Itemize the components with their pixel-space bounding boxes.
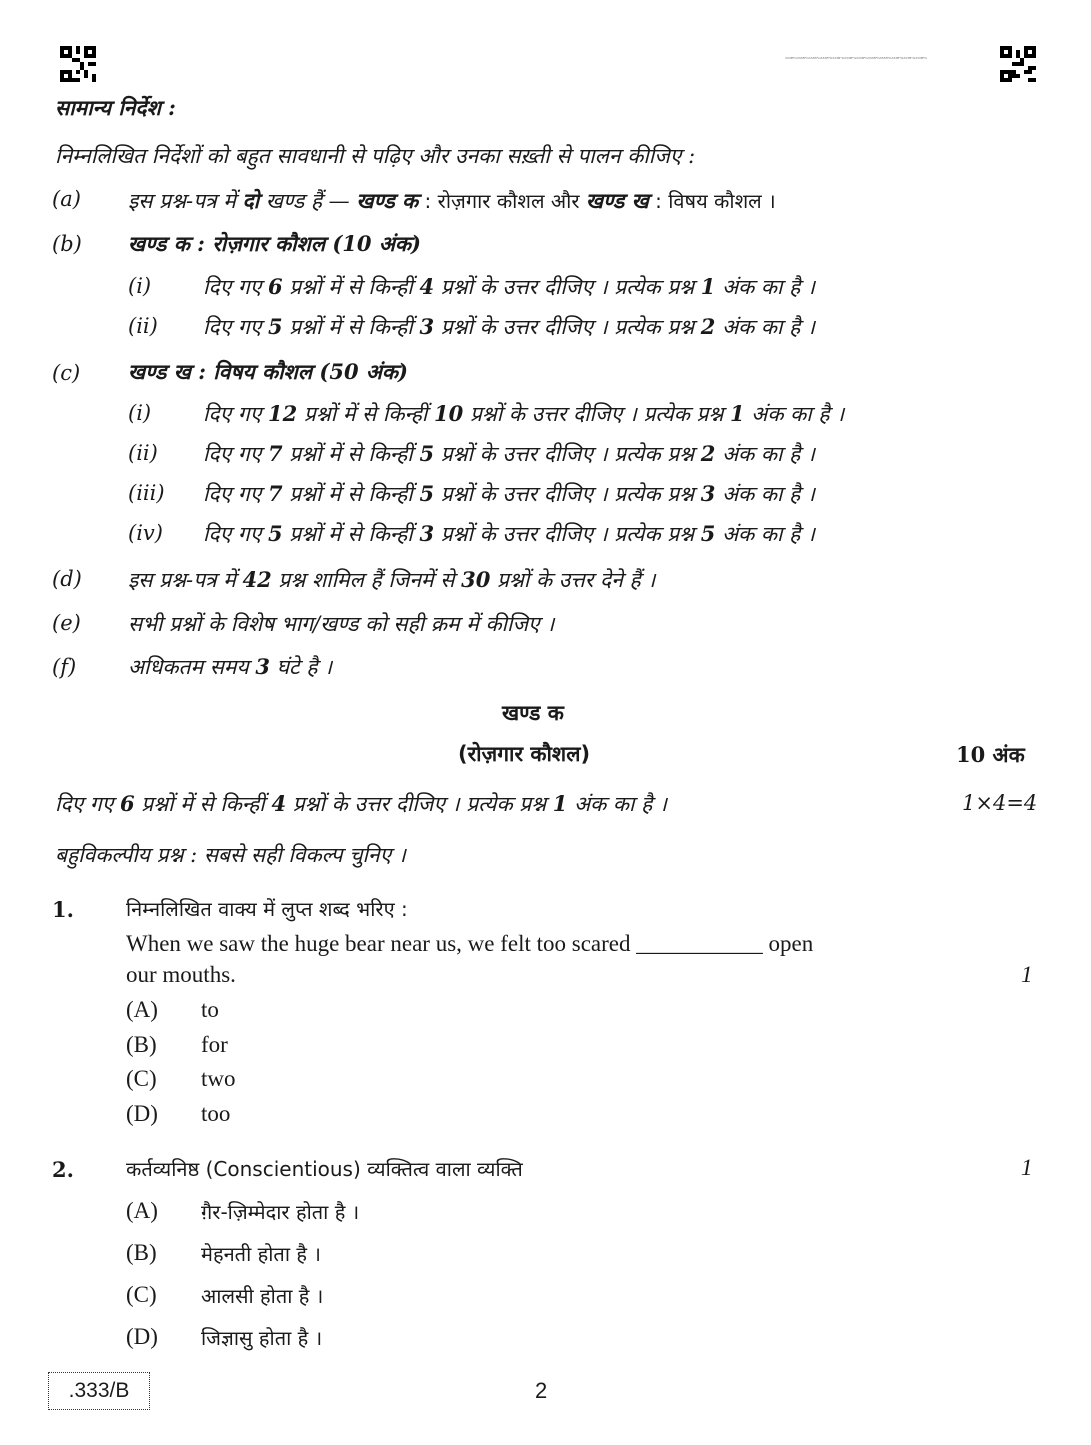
instruction-marker: (d) [52, 567, 82, 591]
section-title: खण्ड क [502, 701, 564, 725]
question-prompt: कर्तव्यनिष्ठ (Conscientious) व्यक्तित्व वाला व्यक्ति [126, 1157, 523, 1181]
instruction-a: इस प्रश्न-पत्र में दो खण्ड हैं — खण्ड क : रोज़गार कौशल और खण्ड ख : विषय कौशल । [128, 188, 776, 213]
instruction-marker: (i) [128, 274, 152, 298]
option-text[interactable]: ग़ैर-ज़िम्मेदार होता है । [201, 1200, 360, 1224]
instruction-marker: (ii) [128, 314, 158, 338]
instruction-marker: (i) [128, 401, 152, 425]
option-label: (C) [126, 1282, 157, 1307]
option-text[interactable]: for [201, 1032, 228, 1057]
instruction-b-i: दिए गए 6 प्रश्नों में से किन्हीं 4 प्रश्नों के उत्तर दीजिए । प्रत्येक प्रश्न 1 अंक का है । [203, 274, 815, 299]
question-sentence-line1: When we saw the huge bear near us, we felt too scared ___________ open [126, 931, 814, 956]
instruction-c-iii: दिए गए 7 प्रश्नों में से किन्हीं 5 प्रश्नों के उत्तर दीजिए । प्रत्येक प्रश्न 3 अंक का है । [203, 481, 815, 506]
general-instructions-title: सामान्य निर्देश : [55, 95, 176, 120]
instruction-marker: (e) [52, 611, 81, 635]
option-text[interactable]: too [201, 1101, 231, 1126]
page-number: 2 [535, 1378, 548, 1403]
section-instruction: दिए गए 6 प्रश्नों में से किन्हीं 4 प्रश्नों के उत्तर दीजिए । प्रत्येक प्रश्न 1 अंक का है । [55, 791, 667, 816]
instruction-marker: (c) [52, 361, 81, 385]
option-text[interactable]: जिज्ञासु होता है । [201, 1326, 323, 1350]
question-prompt: निम्नलिखित वाक्य में लुप्त शब्द भरिए : [126, 897, 408, 921]
section-a-heading: खण्ड क : रोज़गार कौशल (10 अंक) [128, 231, 421, 256]
instruction-marker: (iii) [128, 481, 165, 505]
instruction-c-ii: दिए गए 7 प्रश्नों में से किन्हीं 5 प्रश्नों के उत्तर दीजिए । प्रत्येक प्रश्न 2 अंक का है । [203, 441, 815, 466]
section-instruction-marks: 1×4=4 [962, 791, 1038, 815]
qr-code-right-icon [1000, 46, 1036, 82]
section-b-heading: खण्ड ख : विषय कौशल (50 अंक) [128, 359, 408, 384]
option-label: (B) [126, 1032, 157, 1057]
option-label: (D) [126, 1324, 158, 1349]
option-label: (A) [126, 1198, 158, 1223]
instruction-marker: (a) [52, 187, 81, 211]
instruction-c-i: दिए गए 12 प्रश्नों में से किन्हीं 10 प्रश्नों के उत्तर दीजिए । प्रत्येक प्रश्न 1 अंक का है । [203, 401, 845, 426]
instruction-f: अधिकतम समय 3 घंटे है । [128, 654, 333, 679]
option-text[interactable]: मेहनती होता है । [201, 1242, 321, 1266]
mcq-note: बहुविकल्पीय प्रश्न : सबसे सही विकल्प चुनिए । [55, 843, 406, 867]
instruction-marker: (iv) [128, 521, 163, 545]
instruction-marker: (f) [52, 655, 77, 679]
paper-code-box: .333/B [48, 1372, 150, 1410]
option-label: (D) [126, 1101, 158, 1126]
question-marks: 1 [1021, 1155, 1033, 1180]
option-text[interactable]: to [201, 997, 219, 1022]
option-text[interactable]: two [201, 1066, 236, 1091]
instruction-c-iv: दिए गए 5 प्रश्नों में से किन्हीं 3 प्रश्नों के उत्तर दीजिए । प्रत्येक प्रश्न 5 अंक का है । [203, 521, 815, 546]
section-subtitle: (रोज़गार कौशल) [458, 742, 591, 766]
question-sentence-line2: our mouths. [126, 962, 236, 987]
section-marks: 10 अंक [956, 742, 1025, 767]
question-marks: 1 [1021, 962, 1033, 987]
instruction-b-ii: दिए गए 5 प्रश्नों में से किन्हीं 3 प्रश्नों के उत्तर दीजिए । प्रत्येक प्रश्न 2 अंक का है । [203, 314, 815, 339]
question-number: 2. [52, 1157, 74, 1182]
instruction-e: सभी प्रश्नों के विशेष भाग/खण्ड को सही क्रम में कीजिए । [128, 612, 555, 636]
header-code-strip: 333B*G333B*G333B*G333B*G333B*G333B*G333B*G333B*G333B*G333B*G333B*G333B*G [785, 56, 927, 60]
qr-code-left-icon [60, 46, 96, 82]
option-label: (A) [126, 997, 158, 1022]
general-instructions-intro: निम्नलिखित निर्देशों को बहुत सावधानी से पढ़िए और उनका सख़्ती से पालन कीजिए : [55, 144, 696, 168]
option-label: (C) [126, 1066, 157, 1091]
instruction-d: इस प्रश्न-पत्र में 42 प्रश्न शामिल हैं जिनमें से 30 प्रश्नों के उत्तर देने हैं । [128, 567, 656, 592]
instruction-marker: (ii) [128, 441, 158, 465]
option-text[interactable]: आलसी होता है । [201, 1284, 324, 1308]
question-number: 1. [52, 897, 74, 922]
instruction-marker: (b) [52, 232, 82, 256]
option-label: (B) [126, 1240, 157, 1265]
